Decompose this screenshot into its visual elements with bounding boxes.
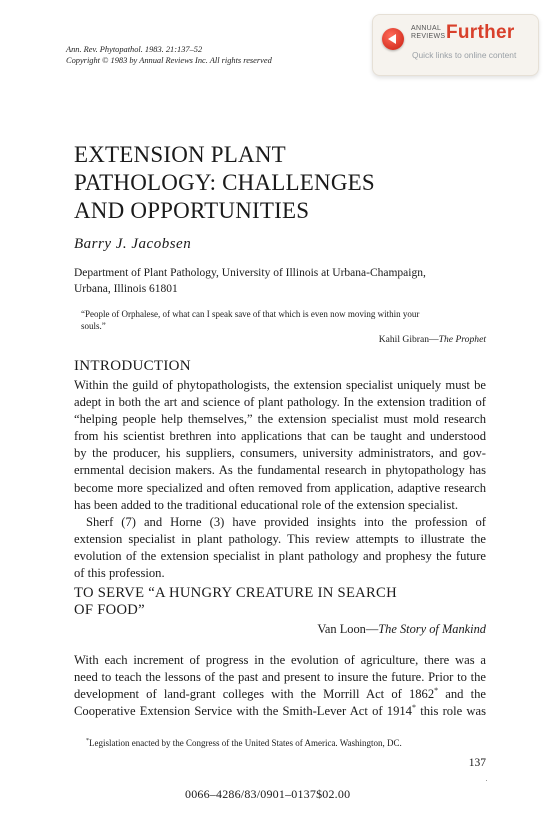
journal-citation [66, 44, 272, 66]
annual-reviews-logo [411, 25, 445, 41]
text-line: ernmental decision makers. As the fundamental research in phytopathology has [74, 463, 486, 478]
text-line: Sherf (7) and Horne (3) have provided insights into the profession of [86, 515, 486, 529]
text-segment: this role was [415, 704, 486, 719]
text-line [74, 703, 486, 720]
heading-line-2: OF FOOD” [74, 602, 145, 618]
footnote-mark: * [86, 738, 89, 744]
intro-paragraph-1 [74, 377, 486, 514]
speck [486, 780, 487, 781]
text-line: by the producer, his suppliers, consumers, university administrators, and gov- [74, 446, 486, 461]
footnote-marker[interactable]: * [411, 703, 416, 713]
text-line: of this profession. [74, 566, 165, 581]
epigraph-attribution [340, 334, 486, 345]
quick-links-label[interactable]: Quick links to online content [412, 50, 517, 60]
text-segment: Cooperative Extension Service with the Smith-Lever Act of 1914 [74, 704, 412, 719]
footnote-text: Legislation enacted by the Congress of the United States of America. Washington, DC. [89, 738, 402, 748]
title-line-2: PATHOLOGY: CHALLENGES [74, 170, 375, 195]
text-line: become more specialized and often removed from application, adaptive research [74, 480, 486, 495]
affiliation-line-1: Department of Plant Pathology, University of Illinois at Urbana-Champaign, [74, 267, 426, 279]
text-line: “helping people help themselves,” the extension specialist must mold research [74, 412, 486, 427]
text-line: from his scientist brethren into applications that can be taught and understood [74, 429, 486, 444]
epigraph-line-2: souls.” [81, 321, 106, 331]
section-epigraph [300, 622, 486, 637]
epigraph-author: Kahil Gibran— [378, 334, 439, 345]
text-segment: and the [438, 687, 486, 702]
page-number: 137 [468, 757, 486, 769]
play-icon[interactable] [382, 28, 404, 50]
footnote [86, 738, 402, 748]
epigraph-work: The Prophet [438, 334, 486, 345]
author-name: Barry J. Jacobsen [74, 236, 192, 252]
text-segment: development of land-grant colleges with the Morrill Act of 1862 [74, 687, 435, 702]
affiliation-line-2: Urbana, Illinois 61801 [74, 283, 178, 295]
affiliation [74, 265, 426, 297]
logo-annual-text: ANNUAL [411, 25, 442, 32]
section-heading-serve [74, 585, 397, 619]
text-line: With each increment of progress in the evolution of agriculture, there was a [74, 653, 486, 667]
epigraph-line-1: “People of Orphalese, of what can I speak save of that which is even now moving within your [81, 309, 420, 319]
heading-line-1: TO SERVE “A HUNGRY CREATURE IN SEARCH [74, 585, 397, 601]
title-line-1: EXTENSION PLANT [74, 142, 286, 167]
text-line: evolution of the extension specialist in plant pathology and prophesy the future [74, 549, 486, 564]
text-line [74, 686, 486, 703]
epigraph-quote [81, 308, 486, 332]
citation-line-1: Ann. Rev. Phytopathol. 1983. 21:137–52 [66, 45, 203, 54]
serve-paragraph-1 [74, 652, 486, 720]
further-label[interactable]: Further [446, 22, 515, 43]
citation-line-2: Copyright © 1983 by Annual Reviews Inc. All rights reserved [66, 56, 272, 65]
text-line: need to teach the lessons of the past and present to insure the future. Prior to the [74, 670, 486, 685]
title-line-3: AND OPPORTUNITIES [74, 198, 310, 223]
section-epigraph-author: Van Loon— [317, 622, 379, 636]
section-heading-introduction: INTRODUCTION [74, 358, 191, 374]
section-epigraph-work: The Story of Mankind [378, 622, 486, 636]
intro-paragraph-2 [74, 514, 486, 582]
text-line: has been added to the traditional educational role of the extension specialist. [74, 497, 458, 512]
logo-reviews-text: REVIEWS [411, 33, 446, 40]
text-line: adept in both the art and science of plant pathology. In the extension tradition of [74, 395, 486, 410]
article-title [74, 141, 375, 225]
footnote-marker[interactable]: * [434, 686, 439, 695]
article-code: 0066–4286/83/0901–0137$02.00 [185, 787, 351, 801]
text-line: Within the guild of phytopathologists, the extension specialist uniquely must be [74, 378, 486, 392]
text-line: extension specialist in plant pathology. This review attempts to illustrate the [74, 532, 486, 547]
